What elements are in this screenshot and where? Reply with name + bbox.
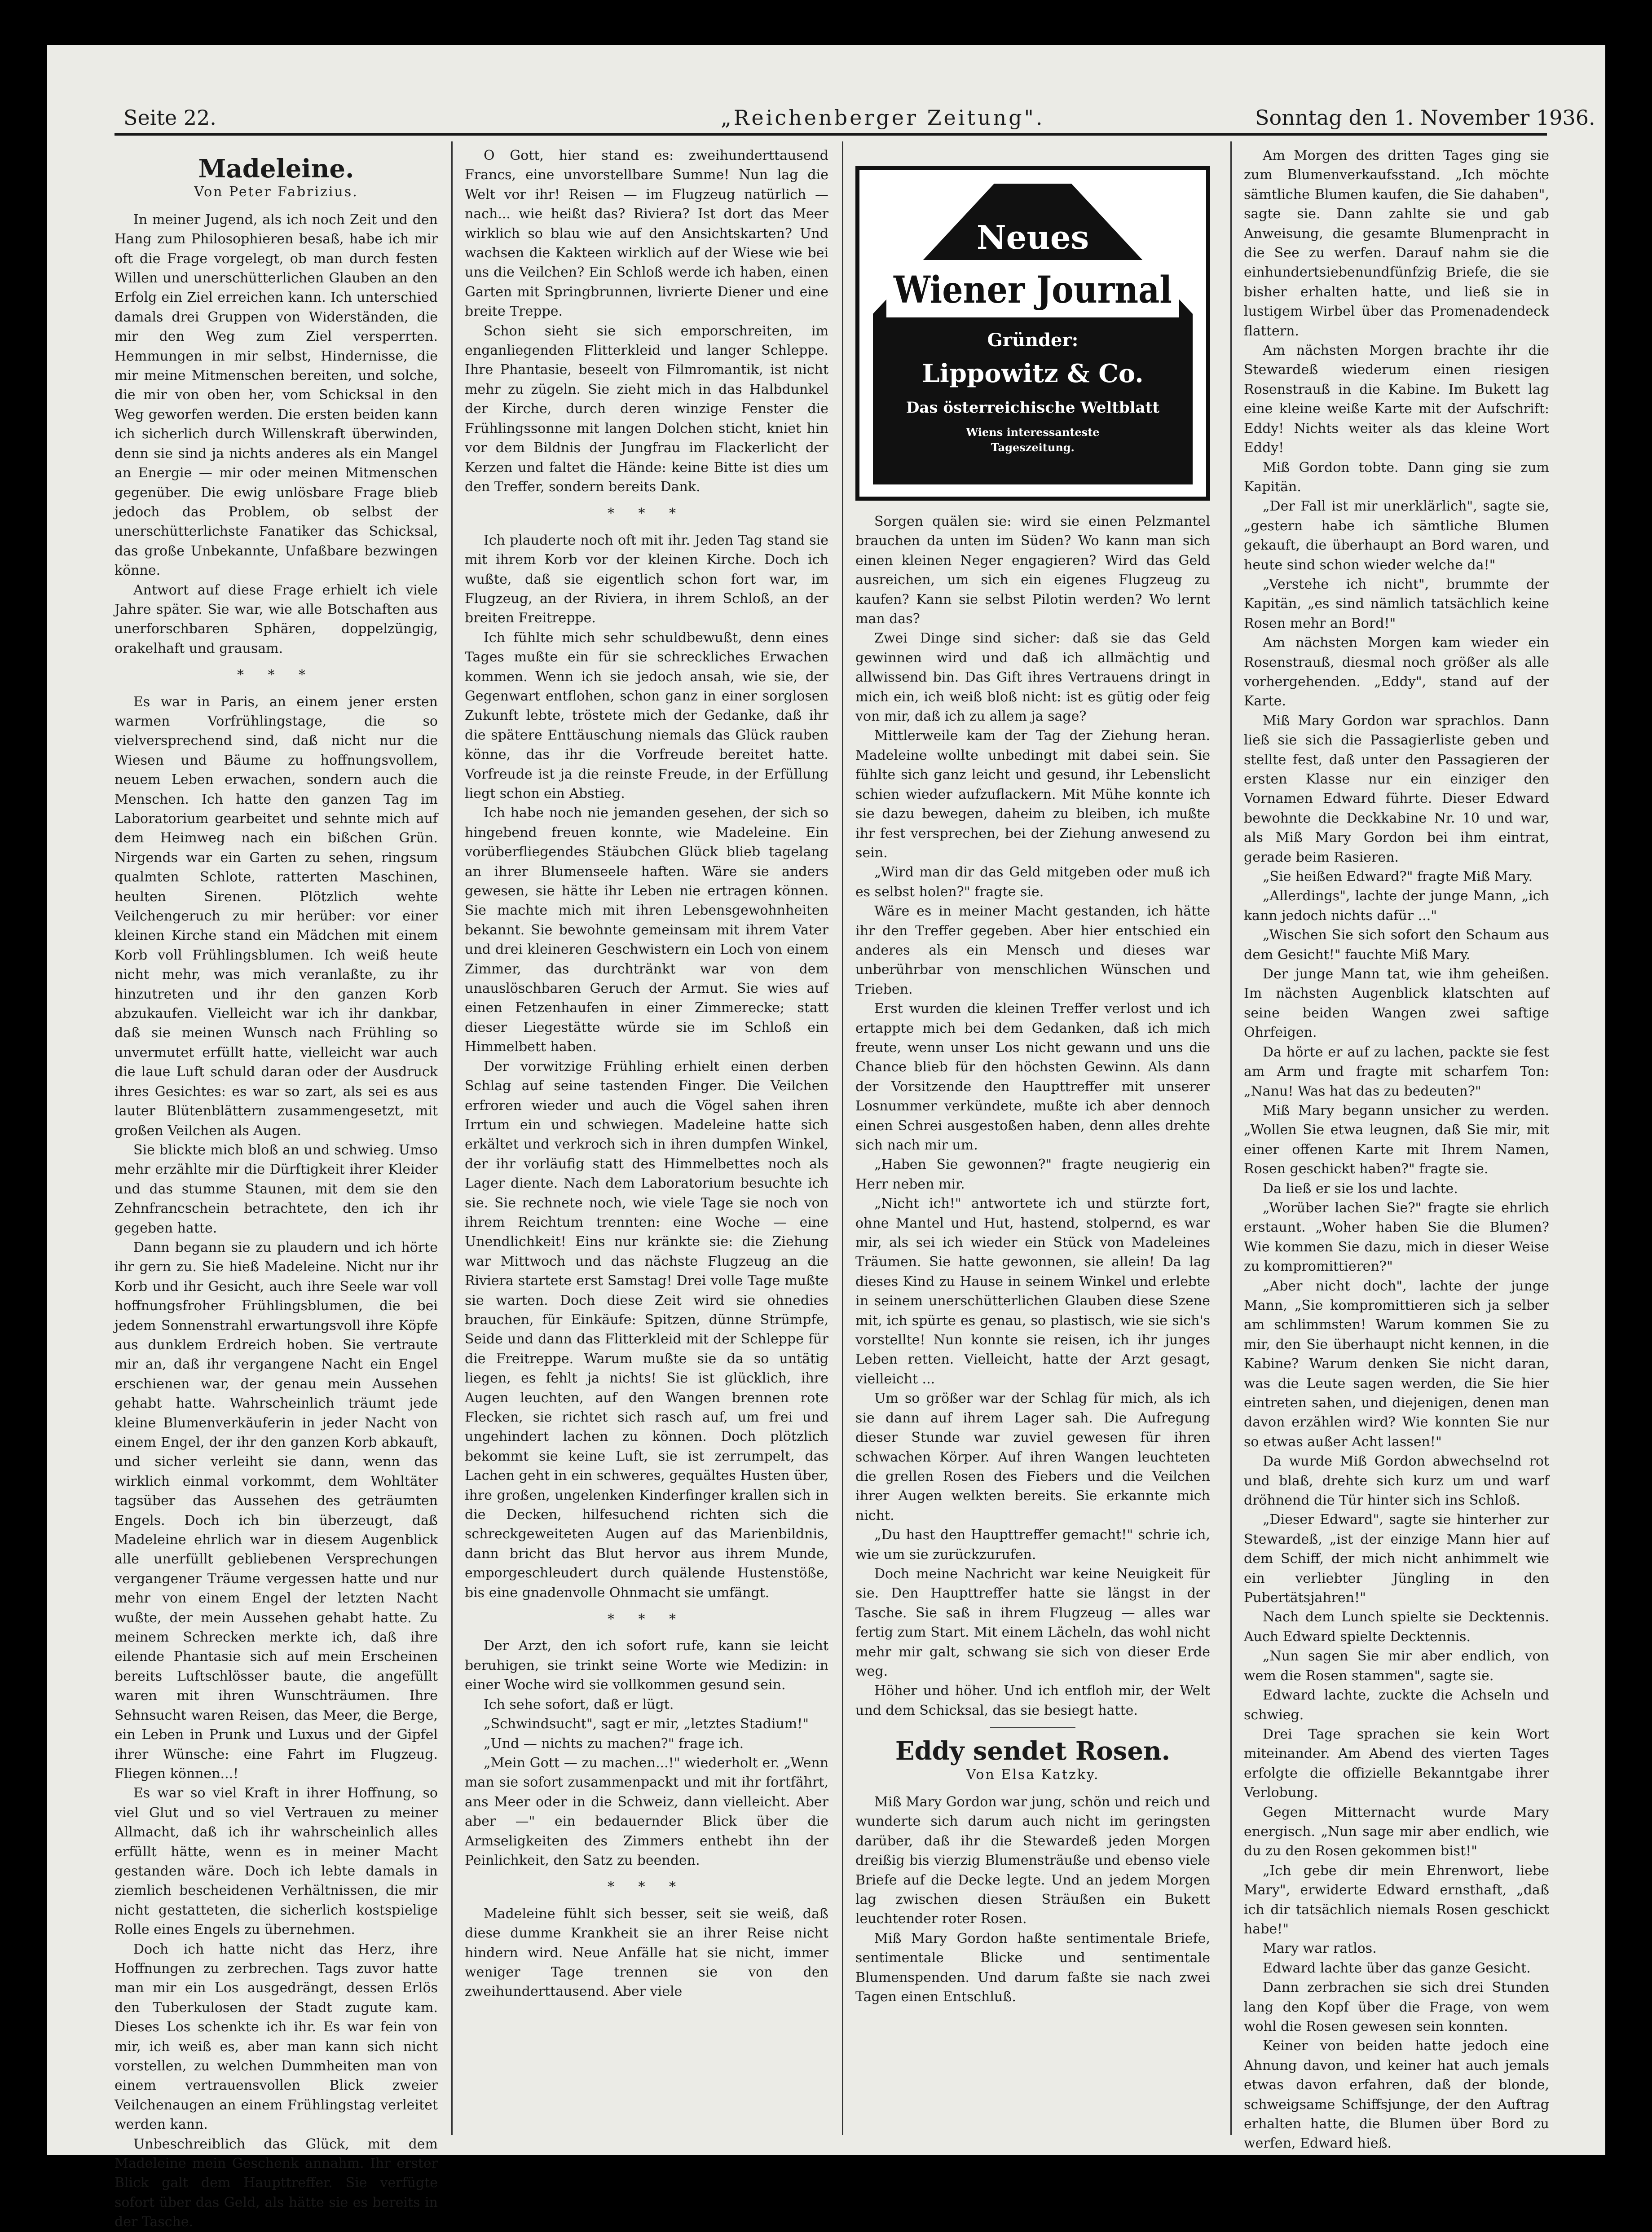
paragraph: Dann begann sie zu plaudern und ich hörte ihr gern zu. Sie hieß Madeleine. Nicht nur ihr Korb und ihr Gesicht, auch ihre Seele war voll hoffnungsfroher Frühlingsblumen, die bei jedem Sonnenstrahl erwartungsvoll ihre Köpfe aus dunklem Erdreich hoben. Sie vertraute mir an, daß ihr vergangene Nacht ein Engel erschienen war, der genau mein Aussehen gehabt hatte. Wahrscheinlich träumt jede kleine Blumenverkäuferin in jeder Nacht von einem Engel, der ihr den ganzen Korb abkauft, und sicher verleiht sie dann, wenn das wirklich einmal vorkommt, dem Wohltäter tagsüber das Aussehen des geträumten Engels. Doch ich bin überzeugt, daß Madeleine ehrlich war in diesem Augenblick alle unerfüllt gebliebenen Versprechungen vergangener Träume vergessen hatte und nur mehr von einem Engel der letzten Nacht wußte, der mein Aussehen gehabt hatte. Zu meinem Schrecken merkte ich, daß ihre eilende Phantasie sich auf mein Erscheinen bereits Luftschlösser baute, die angefüllt waren mit ihren Wunschträumen. Ihre Sehnsucht waren Reisen, das Meer, die Berge, ein Leben in Prunk und Luxus und der Gipfel ihrer Wünsche: eine Fahrt im Flugzeug. Fliegen können...! [115,1239,438,1782]
paragraph: Miß Mary begann unsicher zu werden. „Wollen Sie etwa leugnen, daß Sie mir, mit einer offenen Karte mit Ihrem Namen, Rosen geschickt haben?" fragte sie. [1244,1102,1549,1177]
paragraph: Um so größer war der Schlag für mich, als ich sie dann auf ihrem Lager sah. Die Aufregung dieser Stunde war zuviel gewesen für ihren schwachen Körper. Auf ihren Wangen leuchteten die grellen Rosen des Fiebers und die Veilchen ihrer Augen welkten bereits. Sie erkannte mich nicht. [855,1391,1210,1523]
paragraph: Sie blickte mich bloß an und schwieg. Umso mehr erzählte mir die Dürftigkeit ihrer Kleider und das stumme Staunen, mit dem sie den Zehnfrancschein betrachtete, den ich ihr gegeben hatte. [115,1142,438,1236]
paragraph: Am nächsten Morgen brachte ihr die Stewardeß wiederum einen riesigen Rosenstrauß in die Kabine. Im Bukett lag eine kleine weiße Karte mit der Aufschrift: Eddy! Nichts weiter als das kleine Wort Eddy! [1244,343,1549,456]
paragraph: Mary war ratlos. [1263,1941,1377,1957]
paragraph: Der junge Mann tat, wie ihm geheißen. Im nächsten Augenblick klatschten auf seine beiden Wangen zwei saftige Ohrfeigen. [1244,966,1549,1041]
paragraph: Drei Tage sprachen sie kein Wort miteinander. Am Abend des vierten Tages erfolgte die offizielle Bekanntgabe ihrer Verlobung. [1244,1726,1549,1801]
paragraph: „Verstehe ich nicht", brummte der Kapitän, „es sind nämlich tatsächlich keine Rosen mehr an Bord!" [1244,576,1549,631]
paragraph: Edward lachte, zuckte die Achseln und schwieg. [1244,1687,1549,1723]
section-rule [990,1727,1075,1728]
paragraph: Doch ich hatte nicht das Herz, ihre Hoffnungen zu zerbrechen. Tags zuvor hatte man mir ein Los ausgedrängt, dessen Erlös den Tuberkulosen der Stadt zugute kam. Dieses Los schenkte ich ihr. Es war fein von mir, ich weiß es, aber man kann sich nicht vorstellen, zu welchen Dummheiten man von einem vertrauensvollen Blick zweier Veilchenaugen an einem Frühlingstag verleitet werden kann. [115,1941,438,2133]
article-title: Madeleine. [198,154,354,184]
paragraph: Miß Mary Gordon haßte sentimentale Briefe, sentimentale Blicke und sentimentale Blumenspenden. Und darum faßte sie nach zwei Tagen einen Entschluß. [855,1930,1210,2005]
column-2 [465,146,828,2135]
paragraph: „Sie heißen Edward?" fragte Miß Mary. [1263,869,1533,885]
paragraph: Es war so viel Kraft in ihrer Hoffnung, so viel Glut und so viel Vertrauen zu meiner Allmacht, daß ich ihr wahrscheinlich alles erfüllt hätte, wenn es in meiner Macht gestanden wäre. Doch ich lebte damals in ziemlich bescheidenen Verhältnissen, die mir nicht gestatteten, die sicherlich kostspielige Rolle eines Engels zu übernehmen. [115,1785,438,1938]
paragraph: Mittlerweile kam der Tag der Ziehung heran. Madeleine wollte unbedingt mit dabei sein. Sie fühlte sich ganz leicht und gesund, ihr Lebenslicht schien wieder aufzuflackern. Mit Mühe konnte ich sie dazu bewegen, daheim zu bleiben, ich mußte ihr fest versprechen, bei der Ziehung anwesend zu sein. [855,728,1210,861]
paragraph: Ich habe noch nie jemanden gesehen, der sich so hingebend freuen konnte, wie Madeleine. Ein vorüberfliegendes Stäubchen Glück blieb tagelang an ihrer Blumenseele haften. Wäre sie anders gewesen, sie hätte ihr Leben nie ertragen können. Sie machte mich mit ihren Lebensgewohnheiten bekannt. Sie bewohnte gemeinsam mit ihrem Vater und drei kleineren Geschwistern ein Loch von einem Zimmer, das durchtränkt war von dem unauslöschbaren Geruch der Armut. Sie wies auf einen Fetzenhaufen in einer Zimmerecke; statt dieser Liegestätte würde sie im Schloß ein Himmelbett haben. [465,805,828,1055]
paragraph: Zwei Dinge sind sicher: daß sie das Geld gewinnen wird und daß ich allmächtig und allwissend bin. Das Gift ihres Vertrauens dringt in mich ein, ich weiß bloß nicht: ist es gütig oder feig von mir, daß ich zu allem ja sage? [855,630,1210,725]
paragraph: Ich fühlte mich sehr schuldbewußt, denn eines Tages mußte ein für sie schreckliches Erwachen kommen. Wenn ich sie jedoch ansah, wie sie, der Gegenwart entflohen, schon ganz in einer sorglosen Zukunft lebte, tröstete mich der Gedanke, daß ihr die spätere Enttäuschung niemals das Glück rauben könne, das ihr die Vorfreude bereitet hatte. Vorfreude ist ja die reinste Freude, in der Erfüllung liegt schon ein Abstieg. [465,630,828,801]
paragraph: „Du hast den Haupttreffer gemacht!" schrie ich, wie um sie zurückzurufen. [855,1527,1210,1563]
paragraph: Der vorwitzige Frühling erhielt einen derben Schlag auf seine tastenden Finger. Die Veilchen erfroren wieder und auch die Vögel sahen ihren Irrtum ein und schwiegen. Madeleine hatte sich erkältet und verkroch sich in ihren dumpfen Winkel, der ihr vorläufig statt des Himmelbettes noch als Lager diente. Nach dem Laboratorium besuchte ich sie. Sie rechnete noch, wie viele Tage sie noch von ihrem Reichtum trennten: eine Woche — eine Unendlichkeit! Eins nur kränkte sie: die Ziehung war Mittwoch und das nächste Flugzeug an die Riviera startete erst Samstag! Drei volle Tage mußte sie warten. Doch diese Zeit wird sie ohnedies brauchen, für Einkäufe: Spitzen, dünne Strümpfe, Seide und dann das Flitterkleid mit der Schleppe für die Freitreppe. Warum mußte sie da so untätig liegen, es fehlt ja nichts! Sie ist glücklich, ihre Augen leuchten, auf den Wangen brennen rote Flecken, sie richtet sich rasch auf, um frei und ungehindert lachen zu können. Doch plötzlich bekommt sie keine Luft, sie ist zerrumpelt, das Lachen geht in ein schweres, gequältes Husten über, ihre großen, ungelenken Kinderfinger krallen sich in die Decken, hilfesuchend richten sich die schreckgeweiteten Augen auf das Marienbildnis, dann bricht das Blut hervor aus ihrem Munde, emporgeschleudert durch quälende Hustenstöße, bis eine gnadenvolle Ohnmacht sie umfängt. [465,1058,828,1601]
paragraph: Am Morgen des dritten Tages ging sie zum Blumenverkaufsstand. „Ich möchte sämtliche Blumen kaufen, die Sie dahaben", sagte sie. Dann zahlte sie und gab Anweisung, die gesamte Blumenpracht in die See zu werfen. Darauf nahm sie die einhundertsiebenundfünfzig Briefe, die sie bisher erhalten hatte, und ließ sie in lustigem Wirbel über das Promenadendeck flattern. [1244,148,1549,339]
paragraph: Gegen Mitternacht wurde Mary energisch. „Nun sage mir aber endlich, wie du zu den Rosen gekommen bist!" [1244,1804,1549,1859]
article-byline: Von Peter Fabrizius. [194,184,358,200]
paragraph: „Der Fall ist mir unerklärlich", sagte sie, „gestern habe ich sämtliche Blumen gekauft, die überhaupt an Bord waren, und heute sind schon wieder welche da!" [1244,498,1549,573]
section-stars: * * * [607,1879,686,1895]
paragraph: „Mein Gott — zu machen...!" wiederholt er. „Wenn man sie sofort zusammenpackt und mit ihr fortfährt, ans Meer oder in die Schweiz, dann vielleicht. Aber aber —" ein bedauernder Blick über die Armseligkeiten des Zimmers enthebt ihn der Peinlichkeit, den Satz zu beenden. [465,1755,828,1868]
column-divider [842,141,843,2135]
paragraph: Ich sehe sofort, daß er lügt. [484,1696,674,1713]
column-3 [855,512,1210,2135]
paragraph: Schon sieht sie sich emporschreiten, im enganliegenden Flitterkleid und langer Schleppe. Ihre Phantasie, beseelt von Filmromantik, ist nicht mehr zu zügeln. Sie zieht mich in das Halbdunkel der Kirche, durch deren winzige Fenster die Frühlingssonne mit langen Dolchen sticht, kniet hin vor dem Bildnis der Jungfrau im Flackerlicht der Kerzen und faltet die Hände: keine Bitte ist dies um den Treffer, sondern bereits Dank. [465,323,828,495]
advertisement-neues-wiener-journal [855,166,1210,501]
paragraph: Unbeschreiblich das Glück, mit dem Madeleine mein Geschenk annahm. Ihr erster Blick galt dem Haupttreffer. Sie verfügte sofort über das Geld, als hätte sie es bereits in der Tasche. [115,2136,438,2230]
issue-date: Sonntag den 1. November 1936. [1255,106,1595,130]
section-stars: * * * [607,1611,686,1628]
paragraph: Doch meine Nachricht war keine Neuigkeit für sie. Den Haupttreffer hatte sie längst in der Tasche. Sie saß in ihrem Flugzeug — alles war fertig zum Start. Mit einem Lächeln, das wohl nicht mehr mir galt, schwang sie sich von dieser Erde weg. [855,1566,1210,1679]
ad-line-2: Wiener Journal [893,269,1172,312]
paragraph: „Nicht ich!" antwortete ich und stürzte fort, ohne Mantel und Hut, hastend, stolpernd, es war mir, als sei ich wieder ein Stück von Madeleines Träumen. Sie hatte gewonnen, sie allein! Da lag dieses Kind zu Hause in seinem Winkel und erlebte in seinem unerschütterlichen Glauben diese Szene mit, ich spürte es genau, so plastisch, wie sie sich's vorstellte! Nun konnte sie reisen, ich ihr junges Leben retten. Vielleicht, hatte der Arzt gesagt, vielleicht ... [855,1196,1210,1387]
paragraph: Da ließ er sie los und lachte. [1263,1180,1458,1197]
paragraph: Nach dem Lunch spielte sie Decktennis. Auch Edward spielte Decktennis. [1244,1609,1549,1645]
paragraph: „Worüber lachen Sie?" fragte sie ehrlich erstaunt. „Woher haben Sie die Blumen? Wie kommen Sie dazu, mich in dieser Weise zu kompromittieren?" [1244,1200,1549,1275]
paragraph: „Allerdings", lachte der junge Mann, „ich kann jedoch nichts dafür ..." [1244,888,1549,924]
masthead: „Reichenberger Zeitung". [721,106,1045,130]
paragraph: „Ich gebe dir mein Ehrenwort, liebe Mary", erwiderte Edward ernsthaft, „daß ich dir tatsächlich niemals Rosen geschickt habe!" [1244,1862,1549,1937]
paragraph: Keiner von beiden hatte jedoch eine Ahnung davon, und keiner hat auch jemals etwas davon erfahren, daß der blonde, schweigsame Schiffsjunge, der den Auftrag erhalten hatte, die Blumen über Bord zu werfen, Edward hieß. [1244,2038,1549,2152]
page-number: Seite 22. [123,106,216,130]
paragraph: In meiner Jugend, als ich noch Zeit und den Hang zum Philosophieren besaß, habe ich mir oft die Frage vorgelegt, ob man durch festen Willen und unerschütterlichen Glauben an den Erfolg ein Ziel erreichen kann. Ich unterschied damals drei Gruppen von Widerständen, die mir den Weg zum Ziel versperrten. Hemmungen in mir selbst, Hindernisse, die mir meine Mitmenschen bereiten, und solche, die mir von oben her, vom Schicksal in den Weg geworfen werden. Die ersten beiden kann ich sicherlich durch Willenskraft überwinden, denn sie sind ja nichts anderes als ein Mangel an Energie — mir oder meinen Mitmenschen gegenüber. Die ewig unlösbare Frage blieb jedoch das Problem, ob selbst der unerschütterlichste Fanatiker das Schicksal, das große Unbekannte, Unfaßbare bezwingen könne. [115,211,438,579]
column-divider [451,141,453,2135]
paragraph: Erst wurden die kleinen Treffer verlost und ich ertappte mich bei dem Gedanken, daß ich mich freute, wenn unser Los nicht gewann und uns die Chance blieb für den höchsten Gewinn. Als dann der Vorsitzende den Haupttreffer mit unserer Losnummer verkündete, mußte ich aber dennoch einen Schrei ausgestoßen haben, denn alles drehte sich nach mir um. [855,1001,1210,1153]
column-4 [1244,146,1549,2152]
ad-line-6: Wiens interessanteste [966,426,1100,439]
ad-line-5: Das österreichische Weltblatt [906,399,1160,417]
paragraph: Ich plauderte noch oft mit ihr. Jeden Tag stand sie mit ihrem Korb vor der kleinen Kirche. Doch ich wußte, daß sie eigentlich schon fort war, im Flugzeug, an der Riviera, in ihrem Schloß, an der breiten Freitreppe. [465,532,828,626]
paragraph: „Dieser Edward", sagte sie hinterher zur Stewardeß, „ist der einzige Mann hier auf dem Schiff, der mich nicht anhimmelt wie ein verliebter Jüngling in den Pubertätsjahren!" [1244,1512,1549,1606]
paragraph: Miß Gordon tobte. Dann ging sie zum Kapitän. [1244,459,1549,495]
paragraph: Am nächsten Morgen kam wieder ein Rosenstrauß, diesmal noch größer als alle vorhergehenden. „Eddy", stand auf der Karte. [1244,635,1549,709]
paragraph: „Haben Sie gewonnen?" fragte neugierig ein Herr neben mir. [855,1157,1210,1192]
paragraph: „Wird man dir das Geld mitgeben oder muß ich es selbst holen?" fragte sie. [855,864,1210,900]
newspaper-page [47,45,1605,2230]
paragraph: „Wischen Sie sich sofort den Schaum aus dem Gesicht!" fauchte Miß Mary. [1244,927,1549,963]
ad-line-1: Neues [976,218,1089,256]
ad-line-3: Gründer: [987,330,1079,351]
ad-line-4: Lippowitz & Co. [922,359,1144,388]
paragraph: „Aber nicht doch", lachte der junge Mann, „Sie kompromittieren sich ja selber am schlimmsten! Warum kommen Sie zu mir, den Sie überhaupt nicht kennen, in die Kabine? Warum denken Sie nicht daran, was die Leute sagen werden, die Sie hier eintreten sahen, und diejenigen, denen man davon erzählen wird? Wie konnten Sie nur so etwas außer Acht lassen!" [1244,1278,1549,1450]
section-stars: * * * [607,506,686,522]
advertisement-graphic [859,170,1206,497]
paragraph: Es war in Paris, an einem jener ersten warmen Vorfrühlingstage, die so vielversprechend sind, daß nicht nur die Wiesen und Bäume zu hoffnungsvollem, neuem Leben erwachen, sondern auch die Menschen. Ich hatte den ganzen Tag im Laboratorium gearbeitet und sehnte mich auf dem Heimweg nach ein bißchen Grün. Nirgends war ein Garten zu sehen, ringsum qualmten Schlote, ratterten Maschinen, heulten Sirenen. Plötzlich wehte Veilchengeruch zu mir herüber: vor einer kleinen Kirche stand ein Mädchen mit einem Korb voll Frühlingsblumen. Ich weiß heute nicht mehr, was mich veranlaßte, zu ihr hinzutreten und ihr den ganzen Korb abzukaufen. Vielleicht war ich ihr dankbar, daß sie meinen Wunsch nach Frühling so unvermutet erfüllt hatte, vielleicht war auch die laue Luft schuld daran oder der Ausdruck ihres Gesichtes: es war so zart, als sei es aus lauter Blütenblättern zusammengesetzt, mit großen Veilchen als Augen. [115,694,438,1139]
article-title: Eddy sendet Rosen. [895,1736,1171,1766]
paragraph: „Und — nichts zu machen?" frage ich. [484,1735,744,1752]
column-divider [1230,141,1232,2135]
paragraph: Wäre es in meiner Macht gestanden, ich hätte ihr den Treffer gegeben. Aber hier entschied ein anderes als ein Mensch und dieses war unberührbar von menschlichen Wünschen und Trieben. [855,903,1210,997]
paragraph: Da wurde Miß Gordon abwechselnd rot und blaß, drehte sich kurz um und warf dröhnend die Tür hinter sich ins Schloß. [1244,1453,1549,1509]
ad-line-7: Tageszeitung. [991,441,1075,454]
article-byline: Von Elsa Katzky. [966,1766,1100,1783]
paragraph: „Schwindsucht", sagt er mir, „letztes Stadium!" [484,1716,809,1732]
paragraph: Der Arzt, den ich sofort rufe, kann sie leicht beruhigen, sie trinkt seine Worte wie Medizin: in einer Woche wird sie vollkommen gesund sein. [465,1638,828,1693]
paragraph: Sorgen quälen sie: wird sie einen Pelzmantel brauchen da unten im Süden? Wo kann man sich einen kleinen Neger engagieren? Wird das Geld ausreichen, um sich ein eigenes Flugzeug zu kaufen? Kann sie selbst Pilotin werden? Wo lernt man das? [855,514,1210,627]
paragraph: Da hörte er auf zu lachen, packte sie fest am Arm und fragte mit scharfem Ton: „Nanu! Was hat das zu bedeuten?" [1244,1044,1549,1099]
column-1 [115,146,438,2230]
paragraph: O Gott, hier stand es: zweihunderttausend Francs, eine unvorstellbare Summe! Nun lag die Welt vor ihr! Reisen — im Flugzeug natürlich — nach... wie heißt das? Riviera? Ist dort das Meer wirklich so blau wie auf den Ansichtskarten? Und wachsen die Kakteen wirklich auf der Wiese wie bei uns die Veilchen? Ein Schloß werde ich haben, einen Garten mit Springbrunnen, livrierte Diener und eine breite Treppe. [465,148,828,320]
paragraph: Madeleine fühlt sich besser, seit sie weiß, daß diese dumme Krankheit sie an ihrer Reise nicht hindern wird. Neue Anfälle hat sie nicht, immer weniger Tage trennen sie von den zweihunderttausend. Aber viele [465,1906,828,2000]
section-stars: * * * [237,667,316,683]
paragraph: Dann zerbrachen sie sich drei Stunden lang den Kopf über die Frage, von wem wohl die Rosen gewesen sein konnten. [1244,1980,1549,2034]
paragraph: Höher und höher. Und ich entfloh mir, der Welt und dem Schicksal, das sie besiegt hatte. [855,1683,1210,1718]
paragraph: Edward lachte über das ganze Gesicht. [1263,1960,1531,1976]
paragraph: Miß Mary Gordon war jung, schön und reich und wunderte sich darum auch nicht im geringsten darüber, daß ihr die Stewardeß jeden Morgen dreißig bis vierzig Blumensträuße und ebenso viele Briefe auf die Decke legte. Und an jedem Morgen lag zwischen diesen Sträußen ein Bukett leuchtender roter Rosen. [855,1794,1210,1927]
paragraph: Antwort auf diese Frage erhielt ich viele Jahre später. Sie war, wie alle Botschaften aus unerforschbaren Sphären, doppelzüngig, orakelhaft und grausam. [115,582,438,656]
paragraph: Miß Mary Gordon war sprachlos. Dann ließ sie sich die Passagierliste geben und stellte fest, daß unter den Passagieren der ersten Klasse nur ein einziger den Vornamen Edward führte. Dieser Edward bewohnte die Deckkabine Nr. 10 und war, als Miß Mary Gordon bei ihm eintrat, gerade beim Rasieren. [1244,713,1549,865]
header-rule [115,133,1547,136]
paragraph: „Nun sagen Sie mir aber endlich, von wem die Rosen stammen", sagte sie. [1244,1648,1549,1684]
